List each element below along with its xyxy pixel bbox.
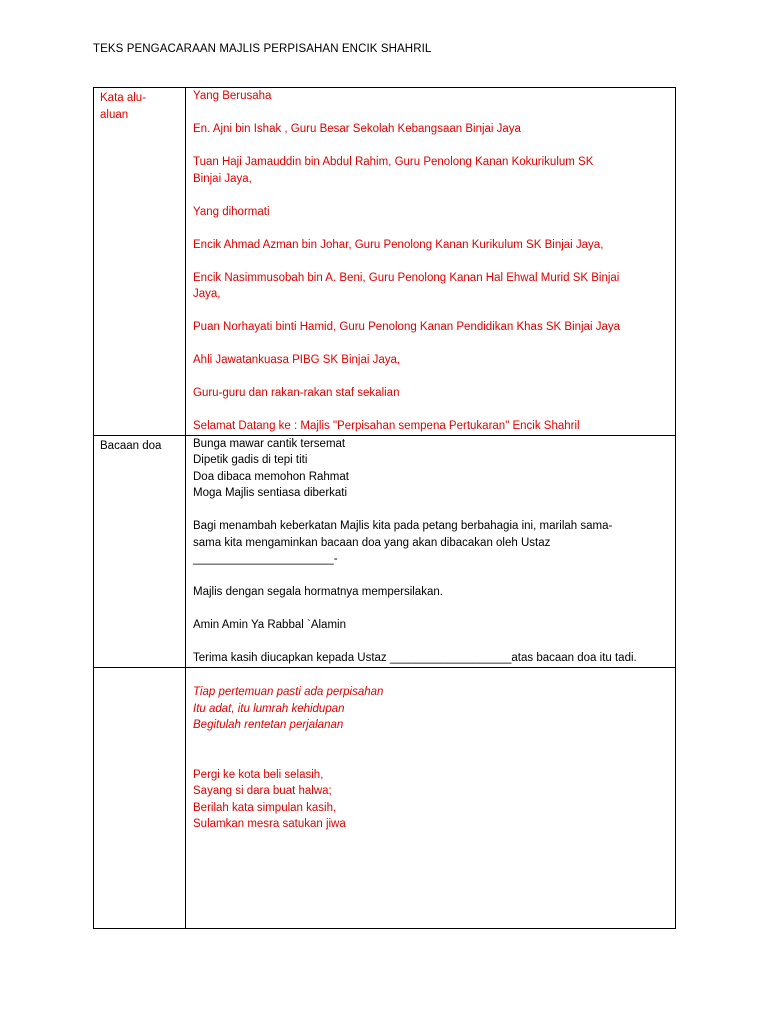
text-line: Berilah kata simpulan kasih, [193, 801, 337, 814]
program-table [93, 87, 676, 929]
row-content [186, 435, 676, 667]
text-line: Amin Amin Ya Rabbal `Alamin [193, 619, 346, 631]
text-line: Ahli Jawatankuasa PIBG SK Binjai Jaya, [193, 354, 401, 366]
text-line: Dipetik gadis di tepi titi [193, 454, 308, 466]
text-line: sama kita mengaminkan bacaan doa yang akan dibacakan oleh Ustaz [193, 536, 551, 549]
text-line: Majlis dengan segala hormatnya mempersilakan. [193, 586, 443, 598]
text-line: Doa dibaca memohon Rahmat [193, 470, 349, 483]
row-label-text: Kata alu- aluan [100, 92, 147, 121]
text-line: Puan Norhayati binti Hamid, Guru Penolong Kanan Pendidikan Khas SK Binjai Jaya [193, 321, 621, 333]
text-line: En. Ajni bin Ishak , Guru Besar Sekolah Kebangsaan Binjai Jaya [193, 123, 521, 135]
row-label [94, 88, 186, 436]
text-line: Itu adat, itu lumrah kehidupan [193, 702, 345, 715]
text-line: Selamat Datang ke : Majlis "Perpisahan sempena Pertukaran" Encik Shahril [193, 420, 580, 432]
table-row [94, 435, 676, 667]
text-line: Bunga mawar cantik tersemat [193, 437, 346, 450]
text-line: Encik Ahmad Azman bin Johar, Guru Penolong Kanan Kurikulum SK Binjai Jaya, [193, 238, 604, 251]
text-line: Bagi menambah keberkatan Majlis kita pada petang berbahagia ini, marilah sama- [193, 520, 613, 532]
text-line: Yang dihormati [193, 205, 270, 218]
text-line: Sulamkan mesra satukan jiwa [193, 818, 346, 830]
text-line: Jaya, [193, 288, 221, 300]
table-row [94, 667, 676, 928]
text-line: Sayang si dara buat halwa; [193, 785, 332, 797]
row-label [94, 667, 186, 928]
text-line: ______________________- [193, 553, 338, 565]
text-line: Tuan Haji Jamauddin bin Abdul Rahim, Guru Penolong Kanan Kokurikulum SK [193, 156, 594, 168]
document-title: TEKS PENGACARAAN MAJLIS PERPISAHAN ENCIK SHAHRIL [93, 43, 432, 55]
row-label-text: Bacaan doa [100, 439, 162, 452]
text-line: Encik Nasimmusobah bin A. Beni, Guru Penolong Kanan Hal Ehwal Murid SK Binjai [193, 271, 620, 284]
text-line: Terima kasih diucapkan kepada Ustaz ___________________atas bacaan doa itu tadi. [193, 652, 637, 664]
text-line: Tiap pertemuan pasti ada perpisahan [193, 686, 384, 698]
text-line: Binjai Jaya, [193, 172, 252, 185]
row-content [186, 88, 676, 436]
text-line: Guru-guru dan rakan-rakan staf sekalian [193, 387, 400, 399]
text-line: Pergi ke kota beli selasih, [193, 768, 324, 781]
row-content [186, 667, 676, 928]
row-label [94, 435, 186, 667]
text-line: Begitulah rentetan perjalanan [193, 719, 344, 731]
text-line: Moga Majlis sentiasa diberkati [193, 487, 348, 499]
table-row [94, 88, 676, 436]
text-line: Yang Berusaha [193, 90, 272, 102]
